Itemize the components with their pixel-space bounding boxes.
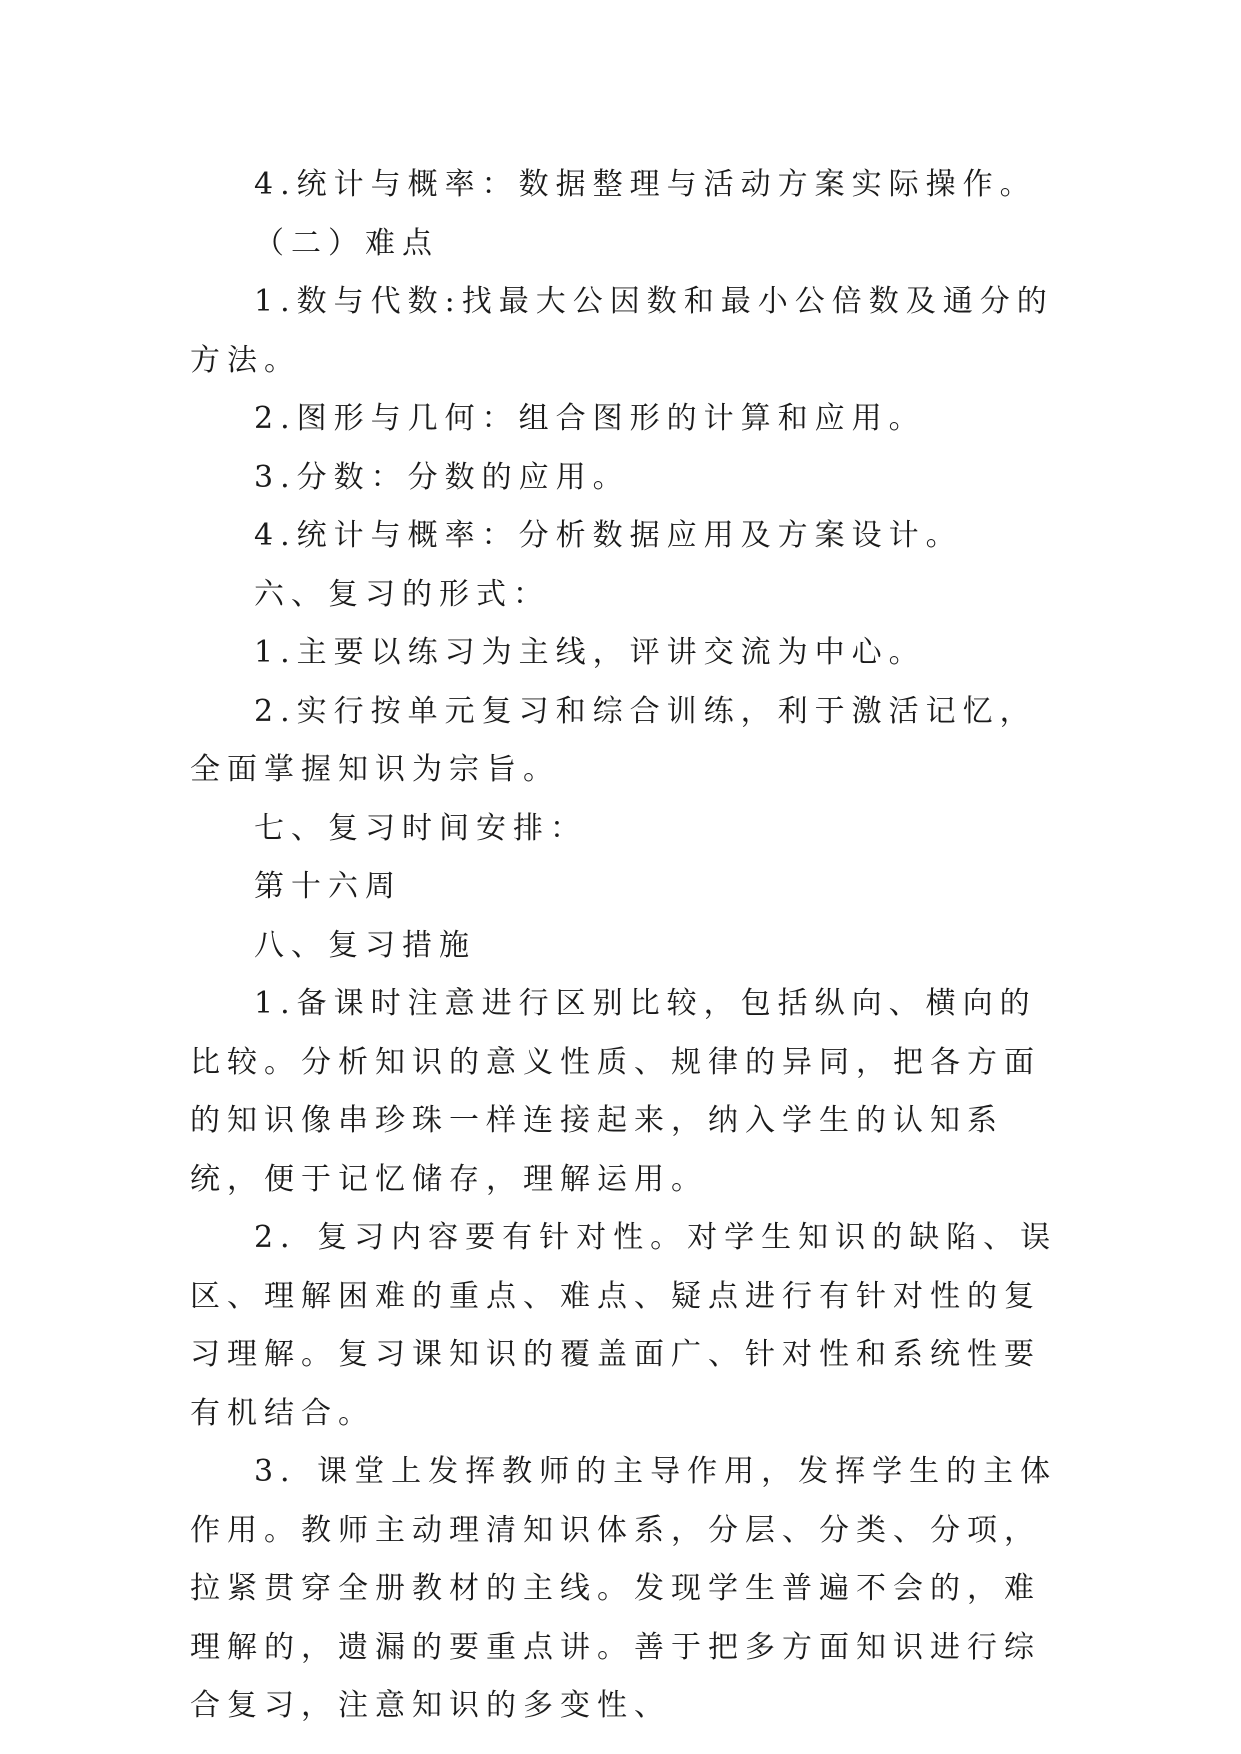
paragraph: 3.分数：分数的应用。 (254, 459, 630, 495)
section-heading: 六、复习的形式： (254, 576, 550, 612)
paragraph: 1.主要以练习为主线，评讲交流为中心。 (254, 635, 926, 670)
paragraph: 2．复习内容要有针对性。对学生知识的缺陷、误区、理解困难的重点、难点、疑点进行有针对性的复习理解。复习课知识的覆盖面广、针对性和系统性要有机结合。 (190, 1220, 1058, 1431)
paragraph: 2.图形与几何：组合图形的计算和应用。 (254, 401, 926, 436)
paragraph: 第十六周 (254, 869, 402, 904)
document-body (190, 156, 1070, 1736)
paragraph: 4.统计与概率：数据整理与活动方案实际操作。 (254, 167, 1037, 202)
section-heading: 七、复习时间安排： (254, 810, 587, 846)
paragraph: （二）难点 (254, 225, 439, 261)
paragraph: 1.备课时注意进行区别比较，包括纵向、横向的比较。分析知识的意义性质、规律的异同，把各方面的知识像串珍珠一样连接起来，纳入学生的认知系统，便于记忆储存，理解运用。 (190, 986, 1041, 1197)
section-heading: 八、复习措施 (254, 927, 476, 963)
paragraph: 2.实行按单元复习和综合训练，利于激活记忆，全面掌握知识为宗旨。 (190, 693, 1037, 787)
paragraph: 3．课堂上发挥教师的主导作用，发挥学生的主体作用。教师主动理清知识体系，分层、分类、分项，拉紧贯穿全册教材的主线。发现学生普遍不会的，难理解的，遗漏的要重点讲。善于把多方面知识进行综合复习，注意知识的多变性、 (190, 1454, 1058, 1723)
paragraph: 4.统计与概率：分析数据应用及方案设计。 (254, 518, 963, 553)
paragraph: 1.数与代数:找最大公因数和最小公倍数及通分的方法。 (190, 284, 1054, 378)
